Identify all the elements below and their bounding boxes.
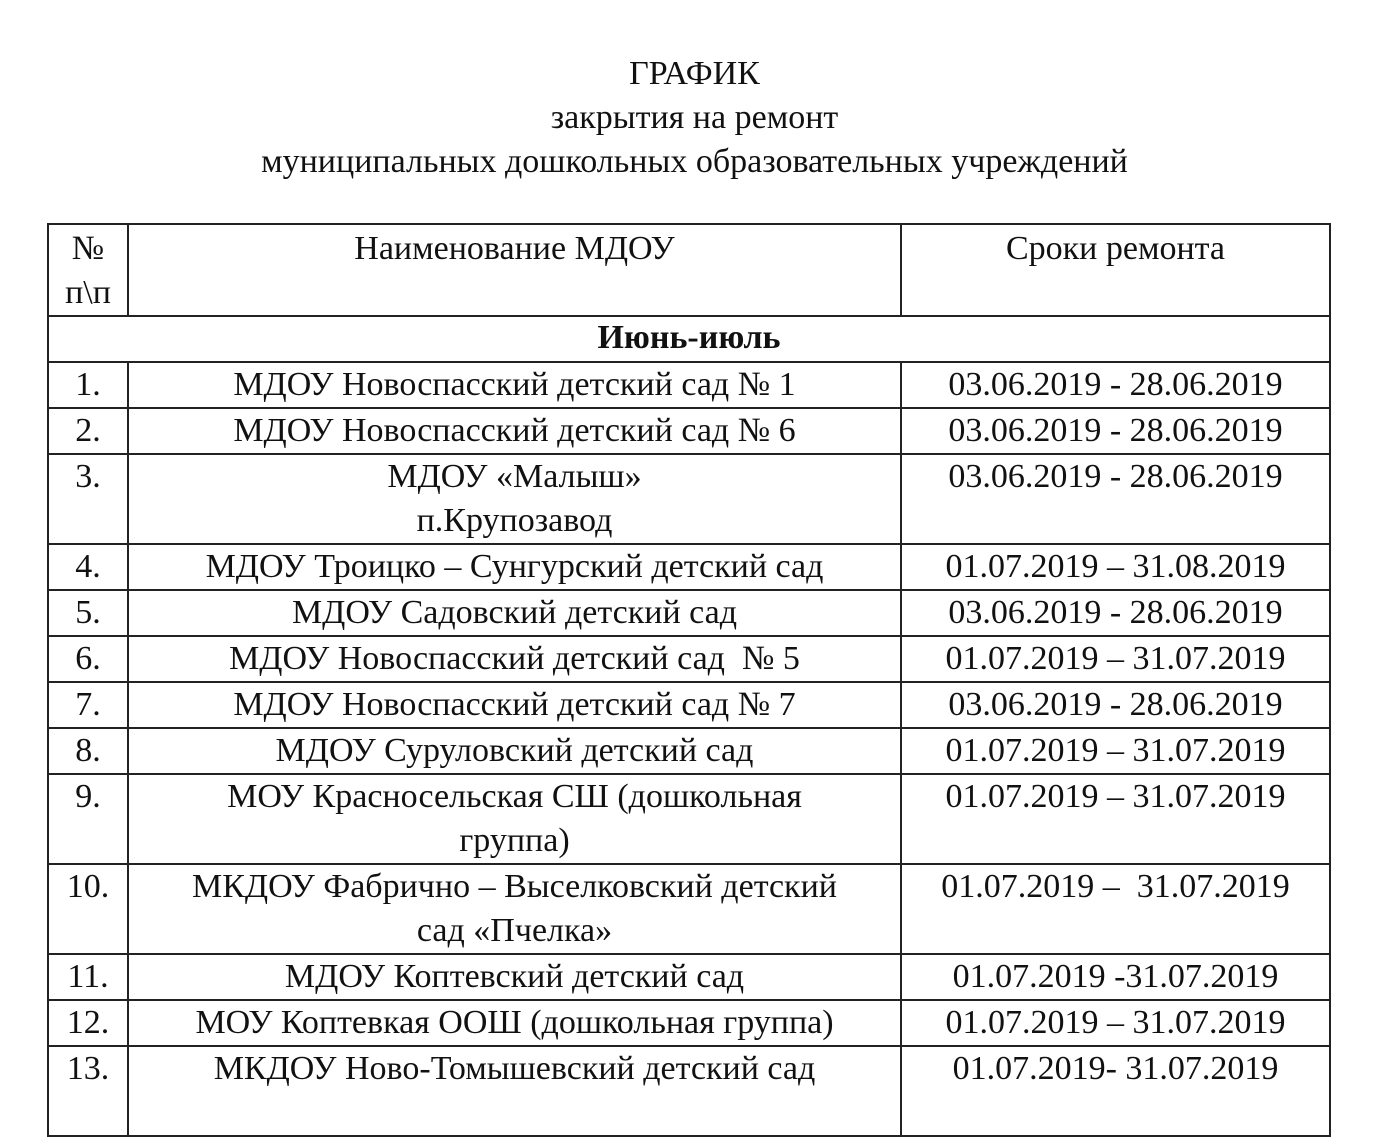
header-number-line2: п\п xyxy=(65,274,111,311)
row-number: 7. xyxy=(48,682,128,728)
row-name: МДОУ Суруловский детский сад xyxy=(128,728,901,774)
table-row xyxy=(48,408,1330,454)
row-dates: 03.06.2019 - 28.06.2019 xyxy=(901,590,1330,636)
header-dates: Сроки ремонта xyxy=(901,224,1330,316)
row-number: 1. xyxy=(48,362,128,408)
row-number: 4. xyxy=(48,544,128,590)
row-dates: 03.06.2019 - 28.06.2019 xyxy=(901,454,1330,544)
row-name-line1: МОУ Красносельская СШ (дошкольная xyxy=(227,778,802,815)
header-name: Наименование МДОУ xyxy=(128,224,901,316)
row-name: МДОУ Новоспасский детский сад № 6 xyxy=(128,408,901,454)
row-dates: 03.06.2019 - 28.06.2019 xyxy=(901,682,1330,728)
row-dates: 01.07.2019 – 31.07.2019 xyxy=(901,636,1330,682)
repair-schedule-table xyxy=(47,223,1331,1137)
row-number: 9. xyxy=(48,774,128,864)
table-row xyxy=(48,1000,1330,1046)
row-name: МКДОУ Ново-Томышевский детский сад xyxy=(128,1046,901,1136)
row-dates: 03.06.2019 - 28.06.2019 xyxy=(901,408,1330,454)
table-row xyxy=(48,864,1330,954)
title-heading: ГРАФИК xyxy=(629,55,760,92)
row-number: 11. xyxy=(48,954,128,1000)
row-dates: 01.07.2019 – 31.07.2019 xyxy=(901,774,1330,864)
row-name-line2: группа) xyxy=(459,822,570,859)
table-row xyxy=(48,954,1330,1000)
row-dates: 01.07.2019 – 31.07.2019 xyxy=(901,728,1330,774)
row-name: МОУ Коптевкая ООШ (дошкольная группа) xyxy=(128,1000,901,1046)
row-number: 5. xyxy=(48,590,128,636)
row-name xyxy=(128,774,901,864)
table-row xyxy=(48,454,1330,544)
row-number: 6. xyxy=(48,636,128,682)
row-number: 3. xyxy=(48,454,128,544)
section-row xyxy=(48,316,1330,362)
section-label: Июнь-июль xyxy=(48,316,1330,362)
row-dates: 03.06.2019 - 28.06.2019 xyxy=(901,362,1330,408)
row-name xyxy=(128,864,901,954)
table-row xyxy=(48,774,1330,864)
table-row xyxy=(48,636,1330,682)
row-number: 8. xyxy=(48,728,128,774)
header-number-line1: № xyxy=(71,230,105,267)
row-dates: 01.07.2019 – 31.07.2019 xyxy=(901,864,1330,954)
title-subtitle-1: закрытия на ремонт xyxy=(550,99,839,136)
row-number: 10. xyxy=(48,864,128,954)
row-name: МДОУ Новоспасский детский сад № 1 xyxy=(128,362,901,408)
title-subtitle-2: муниципальных дошкольных образовательных учреждений xyxy=(261,143,1128,180)
row-name-line2: п.Крупозавод xyxy=(416,502,613,539)
row-name: МДОУ Коптевский детский сад xyxy=(128,954,901,1000)
row-name-line1: МКДОУ Фабрично – Выселковский детский xyxy=(192,868,837,905)
row-number: 2. xyxy=(48,408,128,454)
row-name: МДОУ Новоспасский детский сад № 7 xyxy=(128,682,901,728)
row-dates: 01.07.2019- 31.07.2019 xyxy=(901,1046,1330,1136)
header-number xyxy=(48,224,128,316)
document-title xyxy=(0,52,1389,184)
table-row xyxy=(48,590,1330,636)
row-dates: 01.07.2019 -31.07.2019 xyxy=(901,954,1330,1000)
row-name xyxy=(128,454,901,544)
row-name: МДОУ Троицко – Сунгурский детский сад xyxy=(128,544,901,590)
row-dates: 01.07.2019 – 31.08.2019 xyxy=(901,544,1330,590)
table-row xyxy=(48,1046,1330,1136)
row-number: 12. xyxy=(48,1000,128,1046)
row-name-line1: МДОУ «Малыш» xyxy=(387,458,642,495)
row-name: МДОУ Садовский детский сад xyxy=(128,590,901,636)
table-header-row xyxy=(48,224,1330,316)
row-dates: 01.07.2019 – 31.07.2019 xyxy=(901,1000,1330,1046)
row-name: МДОУ Новоспасский детский сад № 5 xyxy=(128,636,901,682)
row-name-line2: сад «Пчелка» xyxy=(416,912,613,949)
row-number: 13. xyxy=(48,1046,128,1136)
table-row xyxy=(48,682,1330,728)
table-row xyxy=(48,544,1330,590)
table-row xyxy=(48,362,1330,408)
table-row xyxy=(48,728,1330,774)
